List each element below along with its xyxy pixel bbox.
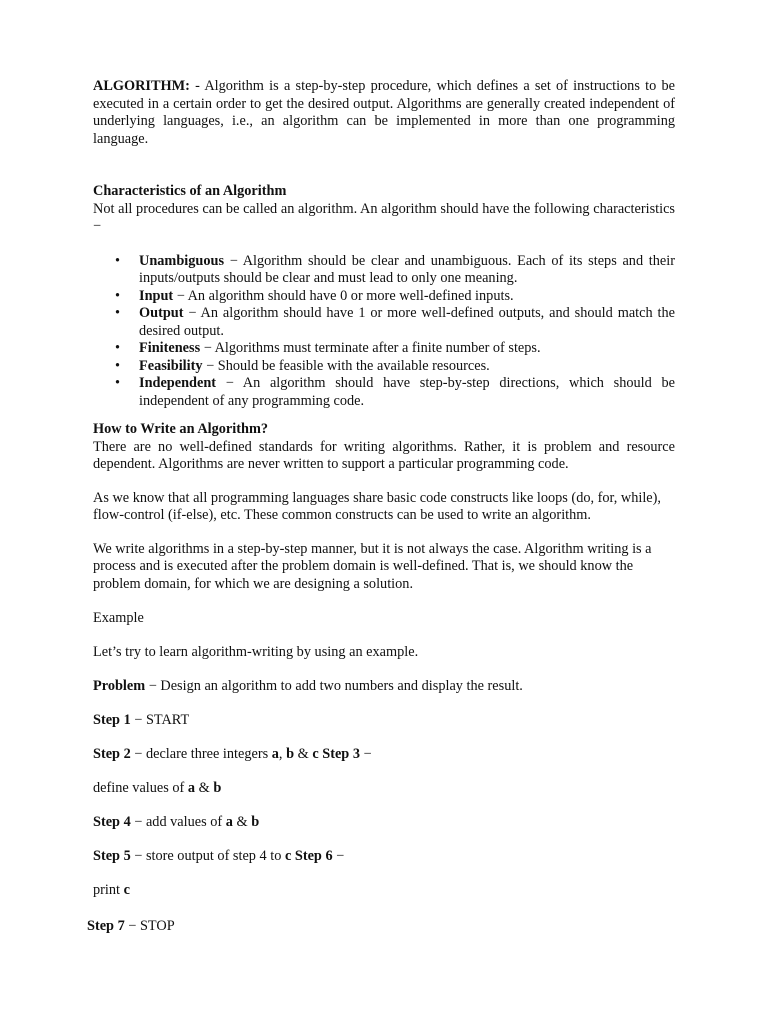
howto-paragraph-2: As we know that all programming languages share basic code constructs like loops (do, for, while), flow-control (if-else), etc. These common constructs can be used to write an algorithm. — [93, 489, 661, 523]
problem-line: Problem − Design an algorithm to add two numbers and display the result. — [93, 677, 523, 694]
document-page — [87, 78, 675, 936]
intro-paragraph — [93, 78, 675, 148]
intro-text: - Algorithm is a step-by-step procedure, which defines a set of instructions to be executed in a certain order to get the desired output. Algorithms are generally created independent of underlying languages, i.e., an algorithm can be implemented in more than one programming language. — [93, 78, 675, 147]
list-item: • Feasibility − Should be feasible with the available resources. — [115, 357, 490, 374]
howto-heading: How to Write an Algorithm? — [93, 421, 268, 437]
algorithm-heading: ALGORITHM: — [93, 78, 190, 94]
characteristics-intro: Not all procedures can be called an algorithm. An algorithm should have the following characteristics − — [93, 200, 675, 234]
list-item: • Unambiguous − Algorithm should be clear and unambiguous. Each of its steps and their inputs/outputs should be clear and must lead to only one meaning. — [115, 252, 675, 286]
list-item: • Finiteness − Algorithms must terminate after a finite number of steps. — [115, 340, 541, 356]
example-intro: Let’s try to learn algorithm-writing by using an example. — [93, 643, 419, 660]
bullet-icon: • — [115, 375, 121, 391]
howto-paragraph-3: We write algorithms in a step-by-step manner, but it is not always the case. Algorithm writing is a process and is executed after the problem domain is well-defined. That is, we should know the problem domain, for which we are designing a solution. — [93, 540, 652, 592]
bullet-icon: • — [115, 305, 121, 321]
step-6-continuation: print c — [93, 881, 130, 898]
characteristics-heading: Characteristics of an Algorithm — [93, 183, 287, 199]
bullet-icon: • — [115, 287, 121, 304]
step-1-line: Step 1 − START — [93, 711, 190, 728]
list-item: • Input − An algorithm should have 0 or more well-defined inputs. — [115, 287, 514, 304]
list-item: • Output − An algorithm should have 1 or more well-defined outputs, and should match the desired output. — [115, 305, 675, 339]
step-2-line: Step 2 − declare three integers a, b & c Step 3 − — [93, 745, 372, 762]
step-7-line: Step 7 − STOP — [87, 918, 175, 934]
howto-paragraph-1: There are no well-defined standards for writing algorithms. Rather, it is problem and resource dependent. Algorithms are never written to support a particular programming code. — [93, 438, 675, 472]
list-item: • Independent − An algorithm should have step-by-step directions, which should be independent of any programming code. — [115, 375, 675, 409]
step-3-continuation: define values of a & b — [93, 779, 222, 796]
bullet-icon: • — [115, 357, 121, 374]
example-label: Example — [93, 609, 144, 626]
bullet-icon: • — [115, 340, 121, 356]
bullet-icon: • — [115, 252, 121, 269]
characteristics-list — [93, 253, 675, 411]
step-4-line: Step 4 − add values of a & b — [93, 813, 260, 830]
step-5-line: Step 5 − store output of step 4 to c Step 6 − — [93, 847, 345, 864]
